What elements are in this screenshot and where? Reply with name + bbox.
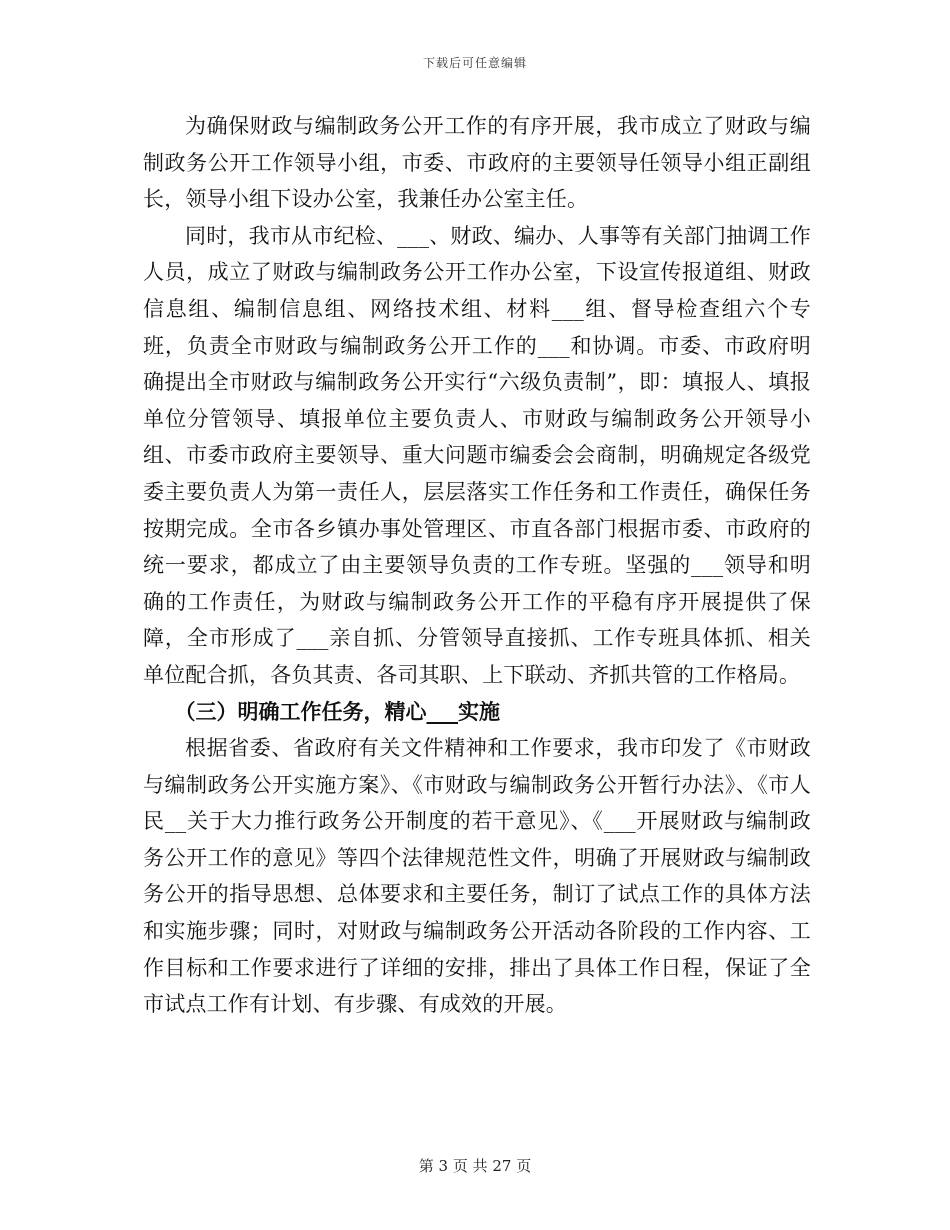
body-paragraph-2: 同时，我市从市纪检、___、财政、编办、人事等有关部门抽调工作人员，成立了财政与编制政务公开工作办公室，下设宣传报道组、财政信息组、编制信息组、网络技术组、材料___组、督导检查组六个专班，负责全市财政与编制政务公开工作的___和协调。市委、市政府明确提出全市财政与编制政务公开实行“六级负责制”，即：填报人、填报单位分管领导、填报单位主要负责人、市财政与编制政务公开领导小组、市委市政府主要领导、重大问题市编委会会商制，明确规定各级党委主要负责人为第一责任人，层层落实工作任务和工作责任，确保任务按期完成。全市各乡镇办事处管理区、市直各部门根据市委、市政府的统一要求，都成立了由主要领导负责的工作专班。坚强的___领导和明确的工作责任，为财政与编制政务公开工作的平稳有序开展提供了保障，全市形成了___亲自抓、分管领导直接抓、工作专班具体抓、相关单位配合抓，各负其责、各司其职、上下联动、齐抓共管的工作格局。 [143, 223, 811, 687]
section-paragraph: 根据省委、省政府有关文件精神和工作要求，我市印发了《市财政与编制政务公开实施方案》、《市财政与编制政务公开暂行办法》、《市人民__关于大力推行政务公开制度的若干意见》、《___开展财政与编制政务公开工作的意见》等四个法律规范性文件，明确了开展财政与编制政务公开的指导思想、总体要求和主要任务，制订了试点工作的具体方法和实施步骤；同时，对财政与编制政务公开活动各阶段的工作内容、工作目标和工作要求进行了详细的安排，排出了具体工作日程，保证了全市试点工作有计划、有步骤、有成效的开展。 [143, 736, 811, 1017]
page-header: 下载后可任意编辑 [422, 56, 527, 70]
document-body [143, 108, 811, 1023]
page-number-footer: 第 3 页 共 27 页 [418, 1157, 532, 1175]
section-heading: （三）明确工作任务，精心___实施 [174, 698, 500, 724]
body-paragraph-1: 为确保财政与编制政务公开工作的有序开展，我市成立了财政与编制政务公开工作领导小组，市委、市政府的主要领导任领导小组正副组长，领导小组下设办公室，我兼任办公室主任。 [143, 114, 811, 212]
